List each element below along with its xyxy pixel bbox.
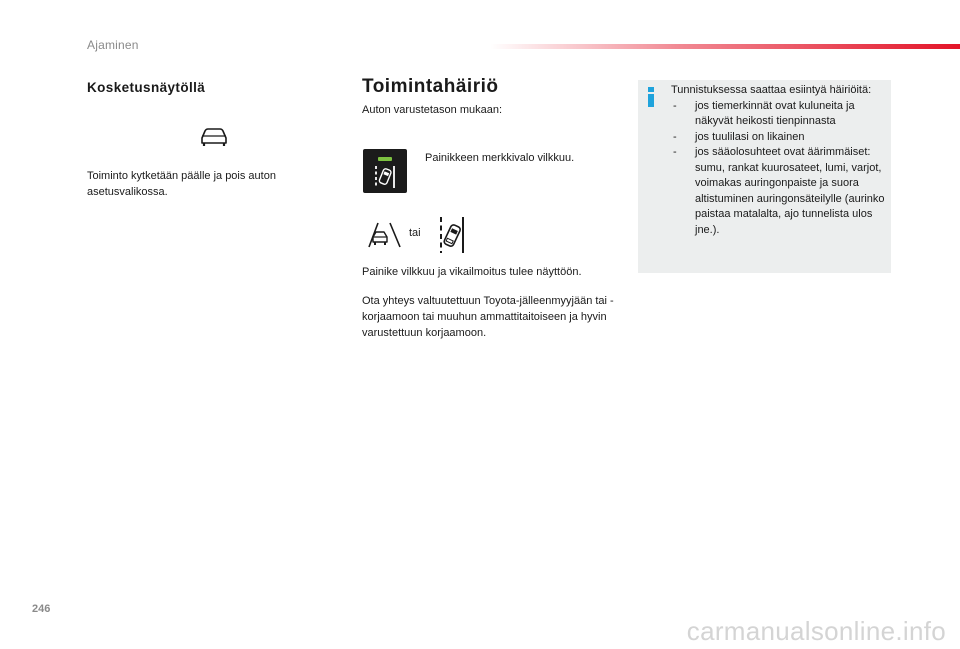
lane-keep-button-icon <box>363 149 407 193</box>
info-intro: Tunnistuksessa saattaa esiintyä häiriöitä: <box>671 84 872 96</box>
info-box <box>638 80 891 273</box>
lane-keep-assist-warning-icon <box>437 216 467 254</box>
indicator-led <box>378 157 392 161</box>
info-text <box>671 83 889 238</box>
middle-paragraph-2: Ota yhteys valtuutettuun Toyota-jälleenmyyjään tai -korjaamoon tai muuhun ammattitaitoiseen ja hyvin varustettuun korjaamoon. <box>362 295 614 339</box>
middle-paragraph-1: Painike vilkkuu ja vikailmoitus tulee näyttöön. <box>362 266 582 278</box>
list-item: - jos tuulilasi on likainen <box>673 130 805 143</box>
left-paragraph: Toiminto kytketään päälle ja pois auton asetusvalikossa. <box>87 170 276 198</box>
lane-departure-warning-icon <box>368 222 402 248</box>
middle-heading: Toimintahäiriö <box>362 76 499 97</box>
car-icon <box>198 121 230 149</box>
info-icon <box>646 87 656 107</box>
list-item: - jos sääolosuhteet ovat äärimmäiset: sumu, rankat kuurosateet, lumi, varjot, voimakas auringonpaiste ja suora altistuminen auringonsäteilylle (aurinko paistaa matalalta, ajo tunnelista ulos jne.). <box>673 146 885 236</box>
page-number: 246 <box>32 603 51 615</box>
header-accent-bar <box>490 44 960 49</box>
list-item: - jos tiemerkinnät ovat kuluneita ja näkyvät heikosti tienpinnasta <box>673 99 855 127</box>
section-label: Ajaminen <box>87 38 139 52</box>
info-list <box>671 99 889 239</box>
button-caption: Painikkeen merkkivalo vilkkuu. <box>425 152 575 164</box>
middle-subheading: Auton varustetason mukaan: <box>362 104 503 116</box>
lane-keep-symbol-icon <box>371 164 399 190</box>
watermark: carmanualsonline.info <box>686 616 946 646</box>
or-label: tai <box>409 227 421 239</box>
left-heading: Kosketusnäytöllä <box>87 80 206 95</box>
